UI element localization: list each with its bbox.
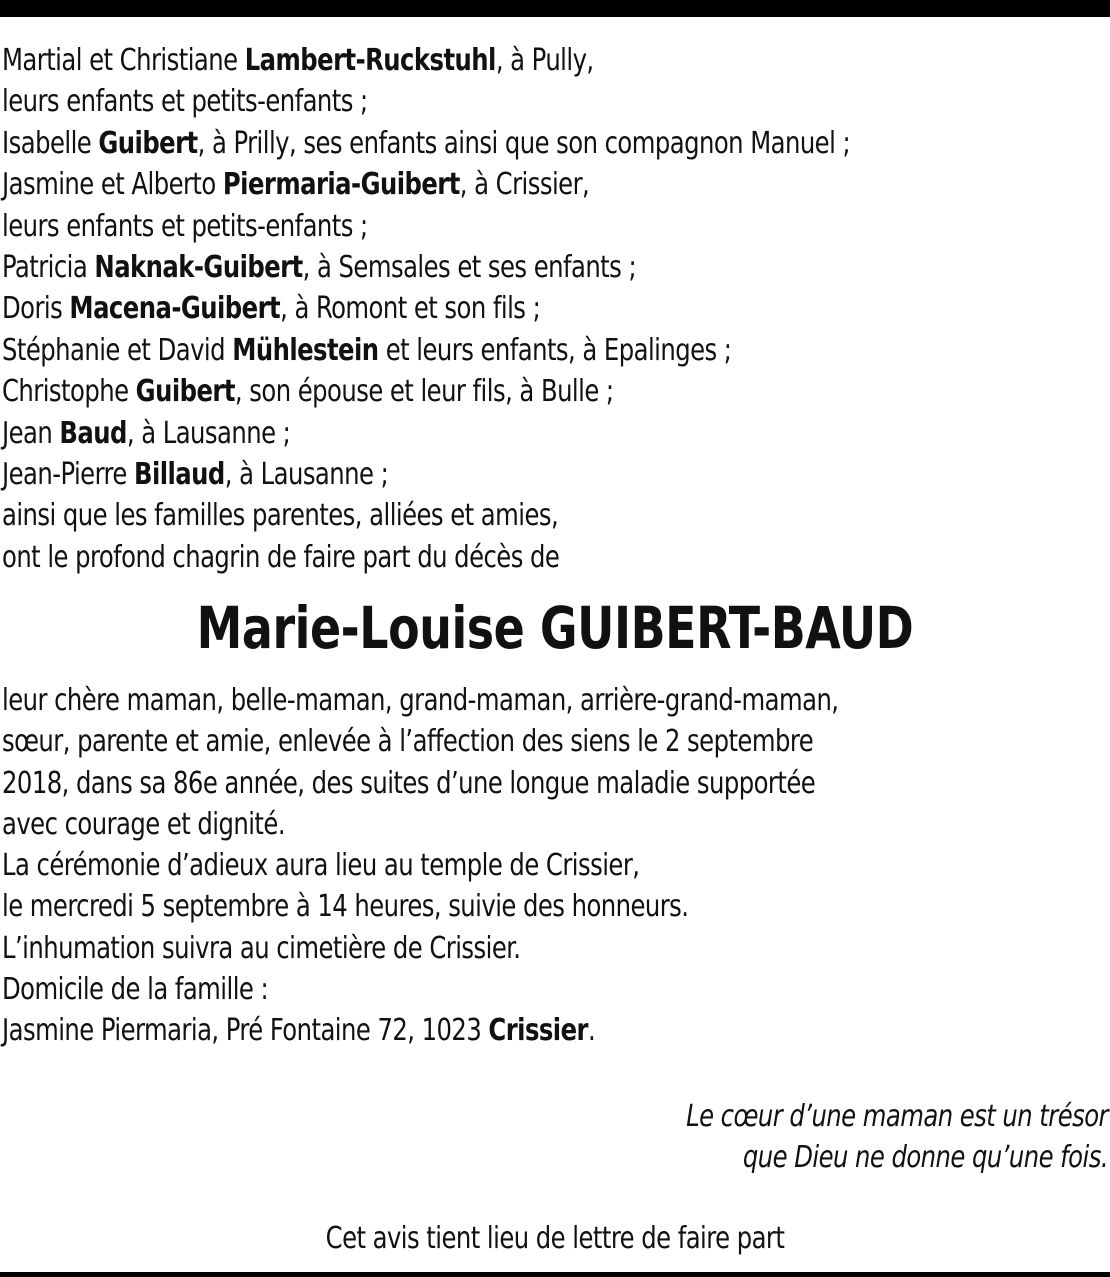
family-line: Stéphanie et David Mühlestein et leurs enfants, à Epalinges ; bbox=[2, 332, 732, 368]
family-line: Jean-Pierre Billaud, à Lausanne ; bbox=[2, 457, 389, 493]
family-line: ainsi que les familles parentes, alliées et amies, bbox=[2, 498, 559, 534]
body-line: Domicile de la famille : bbox=[2, 972, 269, 1008]
body-line: sœur, parente et amie, enlevée à l’affection des siens le 2 septembre bbox=[2, 724, 814, 760]
family-line: leurs enfants et petits-enfants ; bbox=[2, 84, 368, 120]
family-line: Jasmine et Alberto Piermaria-Guibert, à Crissier, bbox=[2, 167, 590, 203]
family-line: ont le profond chagrin de faire part du décès de bbox=[2, 539, 560, 575]
family-line: Doris Macena-Guibert, à Romont et son fils ; bbox=[2, 291, 541, 327]
bottom-rule bbox=[0, 1272, 1110, 1277]
verse-line: Le cœur d’une maman est un trésor bbox=[686, 1099, 1108, 1134]
body-line: le mercredi 5 septembre à 14 heures, suivie des honneurs. bbox=[2, 889, 689, 925]
notice-text: Cet avis tient lieu de lettre de faire part bbox=[325, 1221, 785, 1256]
body-line: leur chère maman, belle-maman, grand-maman, arrière-grand-maman, bbox=[2, 683, 839, 718]
announcement-body bbox=[2, 680, 1064, 1052]
family-list bbox=[2, 40, 997, 578]
body-line: 2018, dans sa 86e année, des suites d’une longue maladie supportée bbox=[2, 765, 816, 801]
family-line: Isabelle Guibert, à Prilly, ses enfants ainsi que son compagnon Manuel ; bbox=[2, 125, 851, 161]
body-line: avec courage et dignité. bbox=[2, 806, 285, 842]
family-line: Patricia Naknak-Guibert, à Semsales et ses enfants ; bbox=[2, 250, 637, 286]
deceased-name: Marie-Louise GUIBERT-BAUD bbox=[196, 594, 914, 662]
verse bbox=[388, 1096, 1108, 1178]
body-line: L’inhumation suivra au cimetière de Crissier. bbox=[2, 930, 521, 966]
family-line: leurs enfants et petits-enfants ; bbox=[2, 208, 368, 244]
family-line: Jean Baud, à Lausanne ; bbox=[2, 415, 291, 451]
body-line: La cérémonie d’adieux aura lieu au temple de Crissier, bbox=[2, 848, 640, 884]
address-line: Jasmine Piermaria, Pré Fontaine 72, 1023 Crissier. bbox=[2, 1013, 596, 1049]
verse-line: que Dieu ne donne qu’une fois. bbox=[742, 1140, 1108, 1175]
family-line: Christophe Guibert, son épouse et leur fils, à Bulle ; bbox=[2, 374, 614, 410]
family-line: Martial et Christiane Lambert-Ruckstuhl, à Pully, bbox=[2, 43, 594, 78]
top-rule bbox=[0, 0, 1110, 17]
